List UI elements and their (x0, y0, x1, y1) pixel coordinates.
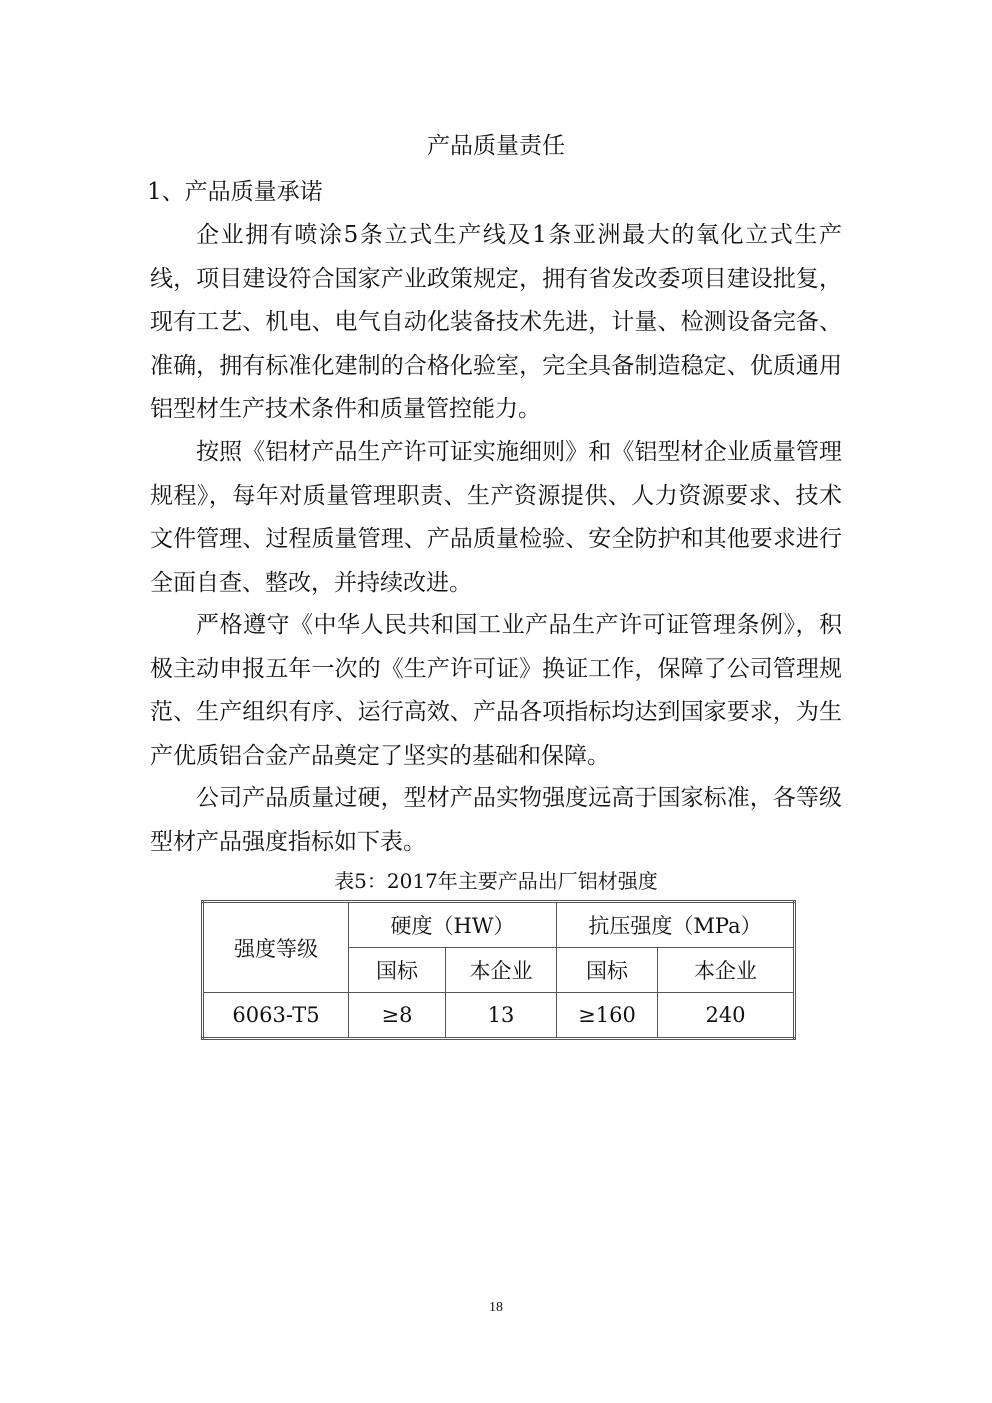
table-caption: 表5：2017年主要产品出厂铝材强度 (334, 869, 658, 893)
cell-strength-national: ≥160 (557, 993, 658, 1039)
paragraph-block-2 (150, 431, 842, 605)
subheader-national: 国标 (349, 948, 446, 993)
page-number: 18 (489, 1300, 503, 1315)
paragraph-block-4 (150, 777, 842, 864)
paragraph-block-1 (150, 214, 842, 432)
cell-hardness-national: ≥8 (349, 993, 446, 1039)
table-row (203, 993, 795, 1039)
paragraph: 企业拥有喷涂5条立式生产线及1条亚洲最大的氧化立式生产线，项目建设符合国家产业政策规定，拥有省发改委项目建设批复，现有工艺、机电、电气自动化装备技术先进，计量、检测设备完备、准确，拥有标准化建制的合格化验室，完全具备制造稳定、优质通用铝型材生产技术条件和质量管控能力。 (150, 222, 842, 422)
header-strength: 抗压强度（MPa） (557, 902, 795, 948)
cell-grade: 6063-T5 (203, 993, 349, 1039)
paragraph-block-3 (150, 604, 842, 778)
page-title: 产品质量责任 (427, 133, 565, 159)
cell-strength-company: 240 (658, 993, 795, 1039)
paragraph: 按照《铝材产品生产许可证实施细则》和《铝型材企业质量管理规程》，每年对质量管理职责、生产资源提供、人力资源要求、技术文件管理、过程质量管理、产品质量检验、安全防护和其他要求进行全面自查、整改，并持续改进。 (150, 439, 842, 596)
header-hardness: 硬度（HW） (349, 902, 557, 948)
cell-hardness-company: 13 (446, 993, 557, 1039)
header-grade: 强度等级 (203, 902, 349, 993)
subheader-company: 本企业 (446, 948, 557, 993)
strength-table (201, 900, 796, 1040)
table-header-row (203, 902, 795, 948)
paragraph: 严格遵守《中华人民共和国工业产品生产许可证管理条例》，积极主动申报五年一次的《生产许可证》换证工作，保障了公司管理规范、生产组织有序、运行高效、产品各项指标均达到国家要求，为生产优质铝合金产品奠定了坚实的基础和保障。 (150, 612, 842, 769)
subheader-company: 本企业 (658, 948, 795, 993)
paragraph: 公司产品质量过硬，型材产品实物强度远高于国家标准，各等级型材产品强度指标如下表。 (150, 785, 842, 855)
subheader-national: 国标 (557, 948, 658, 993)
section-heading: 1、产品质量承诺 (147, 179, 323, 205)
